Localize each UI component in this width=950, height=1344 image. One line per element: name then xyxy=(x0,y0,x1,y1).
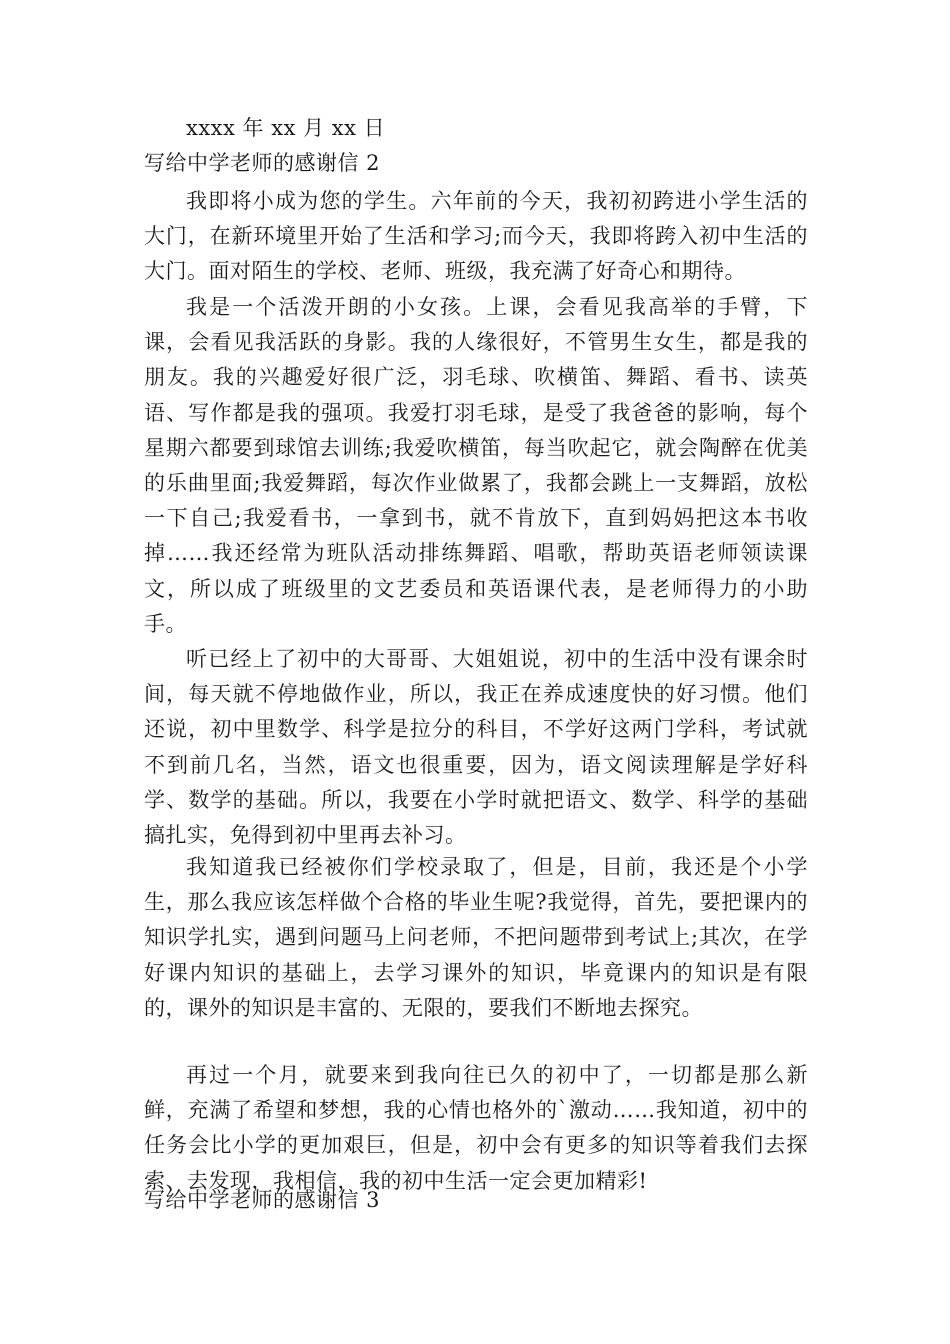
paragraph: 我知道我已经被你们学校录取了，但是，目前，我还是个小学生，那么我应该怎样做个合格的毕业生呢?我觉得，首先，要把课内的知识学扎实，遇到问题马上问老师，不把问题带到考试上;其次，在学好课内知识的基础上，去学习课外的知识，毕竟课内的知识是有限的，课外的知识是丰富的、无限的，要我们不断地去探究。 xyxy=(144,855,808,1020)
letter-2-heading: 写给中学老师的感谢信 2 xyxy=(144,151,381,175)
paragraph: 听已经上了初中的大哥哥、大姐姐说，初中的生活中没有课余时间，每天就不停地做作业，所以，我正在养成速度快的好习惯。他们还说，初中里数学、科学是拉分的科目，不学好这两门学科，考试就不到前几名，当然，语文也很重要，因为，语文阅读理解是学好科学、数学的基础。所以，我要在小学时就把语文、数学、科学的基础搞扎实，免得到初中里再去补习。 xyxy=(144,647,808,848)
paragraph: 我是一个活泼开朗的小女孩。上课，会看见我高举的手臂，下课，会看见我活跃的身影。我的人缘很好，不管男生女生，都是我的朋友。我的兴趣爱好很广泛，羽毛球、吹横笛、舞蹈、看书、读英语、写作都是我的强项。我爱打羽毛球，是受了我爸爸的影响，每个星期六都要到球馆去训练;我爱吹横笛，每当吹起它，就会陶醉在优美的乐曲里面;我爱舞蹈，每次作业做累了，我都会跳上一支舞蹈，放松一下自己;我爱看书，一拿到书，就不肯放下，直到妈妈把这本书收掉……我还经常为班队活动排练舞蹈、唱歌，帮助英语老师领读课文，所以成了班级里的文艺委员和英语课代表，是老师得力的小助手。 xyxy=(144,295,808,636)
letter-3-heading: 写给中学老师的感谢信 3 xyxy=(144,1188,381,1212)
paragraph: 再过一个月，就要来到我向往已久的初中了，一切都是那么新鲜，充满了希望和梦想，我的心情也格外的`激动……我知道，初中的任务会比小学的更加艰巨，但是，初中会有更多的知识等着我们去探索、去发现，我相信，我的初中生活一定会更加精彩! xyxy=(144,1063,808,1193)
date-line: xxxx 年 xx 月 xx 日 xyxy=(186,116,386,140)
paragraph: 我即将小成为您的学生。六年前的今天，我初初跨进小学生活的大门，在新环境里开始了生活和学习;而今天，我即将跨入初中生活的大门。面对陌生的学校、老师、班级，我充满了好奇心和期待。 xyxy=(144,189,808,284)
